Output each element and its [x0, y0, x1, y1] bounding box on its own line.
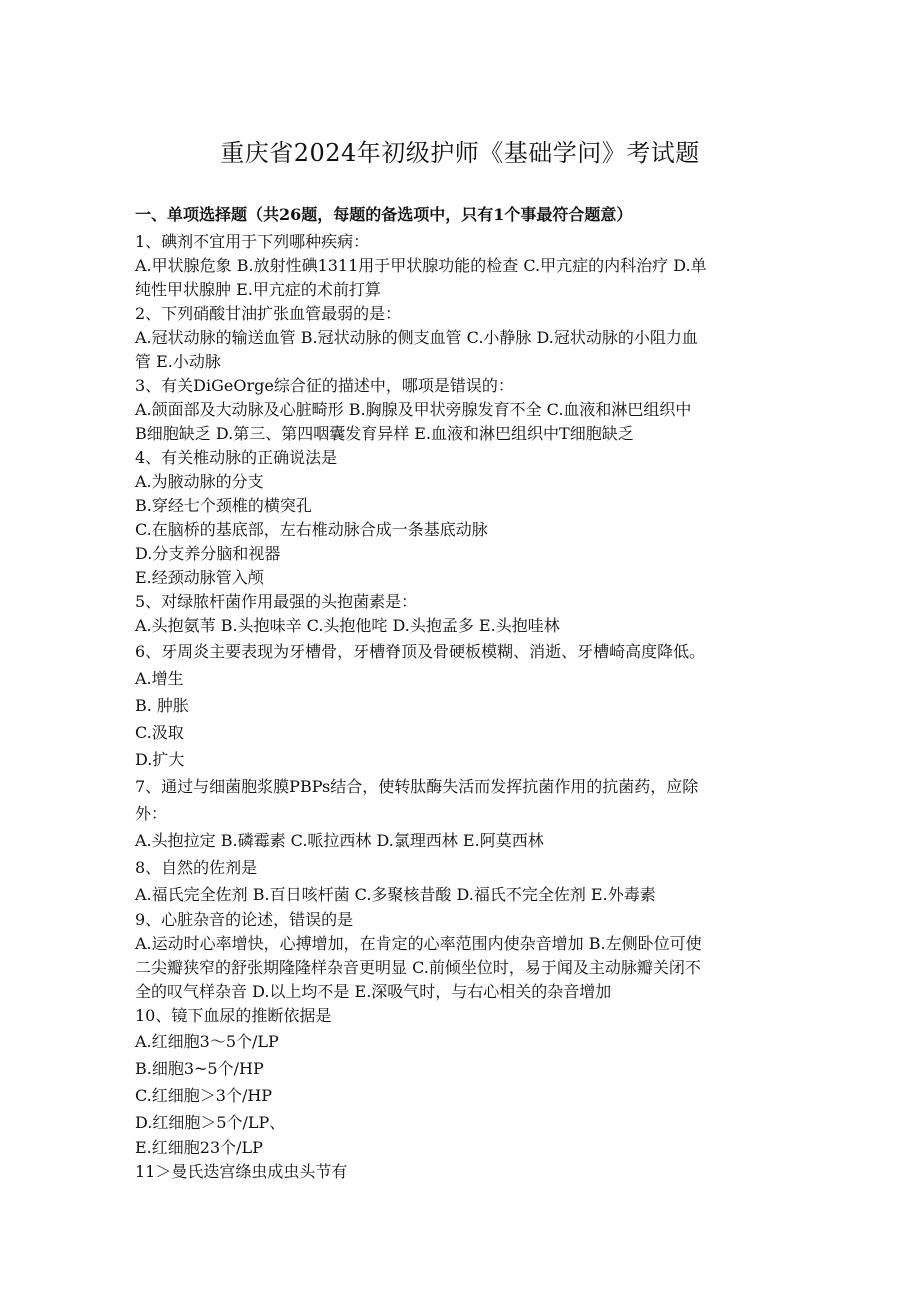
document-title: 重庆省2024年初级护师《基础学问》考试题 [220, 139, 700, 167]
question-9: 9、心脏杂音的论述，错误的是 [135, 910, 354, 929]
question-5-options: A.头抱氨苇 B.头抱味辛 C.头抱他咤 D.头抱孟多 E.头抱哇林 [135, 616, 560, 635]
question-6-option-d: D.扩大 [135, 750, 185, 769]
question-5: 5、对绿脓杆菌作用最强的头抱菌素是： [135, 592, 418, 611]
question-4-option-c: C.在脑桥的基底部，左右椎动脉合成一条基底动脉 [135, 520, 488, 539]
section-heading: 一、单项选择题（共26题，每题的备选项中，只有1个事最符合题意） [135, 205, 633, 224]
question-1: 1、碘剂不宜用于下列哪种疾病： [135, 232, 370, 251]
question-11: 11＞曼氏迭宫绦虫成虫头节有 [135, 1162, 348, 1181]
question-3-options: A.颌面部及大动脉及心脏畸形 B.胸腺及甲状旁腺发育不全 C.血液和淋巴组织中 [135, 400, 692, 419]
question-4: 4、有关椎动脉的正确说法是 [135, 448, 338, 467]
question-9-options: A.运动时心率增快，心搏增加，在肯定的心率范围内使杂音增加 B.左侧卧位可使 [135, 934, 702, 953]
question-1-options-cont: 纯性甲状腺肿 E.甲亢症的术前打算 [135, 280, 381, 299]
question-3: 3、有关DiGeOrge综合征的描述中，哪项是错误的： [135, 376, 514, 395]
question-7-cont: 外： [135, 804, 168, 823]
question-7: 7、通过与细菌胞浆膜PBPs结合，使转肽酶失活而发挥抗菌作用的抗菌药，应除 [135, 777, 699, 796]
question-6-option-c: C.汲取 [135, 723, 184, 742]
question-3-options-cont: B细胞缺乏 D.第三、第四咽囊发育异样 E.血液和淋巴组织中T细胞缺乏 [135, 424, 634, 443]
question-1-options: A.甲状腺危象 B.放射性碘1311用于甲状腺功能的检查 C.甲亢症的内科治疗 D.单 [135, 256, 707, 275]
question-6: 6、牙周炎主要表现为牙槽骨，牙槽脊顶及骨硬板模糊、消逝、牙槽崎高度降低。 [135, 642, 706, 661]
question-7-options: A.头抱拉定 B.磷霉素 C.哌拉西林 D.氯理西林 E.阿莫西林 [135, 831, 544, 850]
question-2-options-cont: 管 E.小动脉 [135, 352, 221, 371]
question-9-options-cont-2: 全的叹气样杂音 D.以上均不是 E.深吸气时，与右心相关的杂音增加 [135, 982, 612, 1001]
question-10: 10、镜下血尿的推断依据是 [135, 1006, 332, 1025]
question-list [135, 230, 790, 1184]
question-9-options-cont-1: 二尖瓣狭窄的舒张期隆隆样杂音更明显 C.前倾坐位时，易于闻及主动脉瓣关闭不 [135, 958, 701, 977]
question-10-option-b: B.细胞3~5个/HP [135, 1059, 264, 1078]
question-8-options: A.福氏完全佐剂 B.百日咳杆菌 C.多聚核昔酸 D.福氏不完全佐剂 E.外毒素 [135, 885, 656, 904]
question-4-option-e: E.经颈动脉管入颅 [135, 568, 264, 587]
question-6-option-b: B. 肿胀 [135, 696, 189, 715]
question-4-option-d: D.分支养分脑和视器 [135, 544, 281, 563]
question-10-option-d: D.红细胞＞5个/LP、 [135, 1113, 286, 1132]
question-6-option-a: A.增生 [135, 669, 184, 688]
question-2: 2、下列硝酸甘油扩张血管最弱的是： [135, 304, 402, 323]
question-10-option-a: A.红细胞3～5个/LP [135, 1032, 279, 1051]
question-4-option-b: B.穿经七个颈椎的横突孔 [135, 496, 312, 515]
question-8: 8、自然的佐剂是 [135, 858, 258, 877]
question-10-option-e: E.红细胞23个/LP [135, 1138, 263, 1157]
question-4-option-a: A.为腋动脉的分支 [135, 472, 264, 491]
question-2-options: A.冠状动脉的输送血管 B.冠状动脉的侧支血管 C.小静脉 D.冠状动脉的小阻力血 [135, 328, 698, 347]
question-10-option-c: C.红细胞＞3个/HP [135, 1086, 273, 1105]
